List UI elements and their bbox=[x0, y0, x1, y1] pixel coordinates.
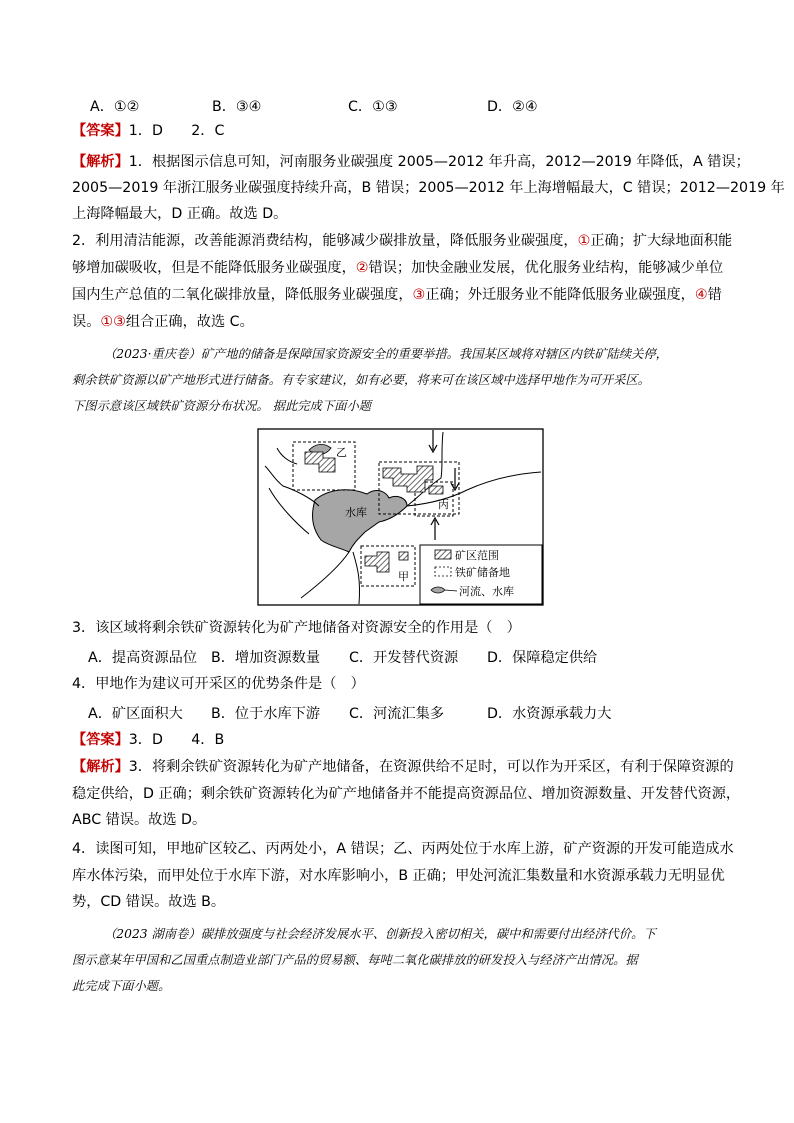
explanation-line bbox=[72, 285, 722, 305]
circle-3: ③ bbox=[412, 287, 426, 303]
q3-option-b: B．增加资源数量 bbox=[211, 650, 321, 666]
iron-ore-map bbox=[257, 428, 544, 606]
label-yi: 乙 bbox=[336, 446, 347, 459]
legend-mine-swatch bbox=[435, 550, 451, 559]
option-b: B．③④ bbox=[212, 99, 262, 115]
explanation-line bbox=[72, 258, 723, 278]
explanation-line: 上海降幅最大，D 正确。故选 D。 bbox=[72, 206, 288, 222]
text: 2．利用清洁能源，改善能源消费结构，能够减少碳排放量，降低服务业碳强度， bbox=[72, 233, 578, 249]
explanation-line bbox=[72, 757, 734, 777]
material-intro: 此完成下面小题。 bbox=[72, 979, 171, 993]
material-intro: （2023 湖南卷）碳排放强度与社会经济发展水平、创新投入密切相关，碳中和需要付出经济代价。下 bbox=[104, 927, 656, 941]
circle-2: ② bbox=[355, 260, 369, 276]
q4-option-a: A．矿区面积大 bbox=[88, 706, 183, 722]
q4-option-c: C．河流汇集多 bbox=[349, 706, 445, 722]
explanation-line: 4．读图可知，甲地矿区较乙、丙两处小，A 错误；乙、丙两处位于水库上游，矿产资源的开发可能造成水 bbox=[72, 841, 734, 857]
explanation-line bbox=[72, 231, 732, 251]
text: 组合正确，故选 C。 bbox=[125, 314, 254, 330]
text: 国内生产总值的二氧化碳排放量，降低服务业碳强度， bbox=[72, 287, 413, 303]
legend-mine: 矿区范围 bbox=[455, 549, 499, 562]
q3-option-a: A．提高资源品位 bbox=[88, 650, 198, 666]
explanation-line bbox=[72, 152, 750, 172]
text: 够增加碳吸收，但是不能降低服务业碳强度， bbox=[72, 260, 356, 276]
question-3-stem: 3．该区域将剩余铁矿资源转化为矿产地储备对资源安全的作用是（ ） bbox=[72, 620, 521, 636]
text: 正确；外迁服务业不能降低服务业碳强度， bbox=[425, 287, 695, 303]
explanation-tag: 【解析】 bbox=[72, 154, 129, 170]
mine-area bbox=[399, 552, 408, 560]
q3-option-c: C．开发替代资源 bbox=[349, 650, 459, 666]
explanation-line: 稳定供给，D 正确；剩余铁矿资源转化为矿产地储备并不能提高资源品位、增加资源数量、开发替代资源， bbox=[72, 786, 741, 802]
answer-line bbox=[72, 121, 224, 141]
label-jia: 甲 bbox=[398, 570, 409, 583]
material-intro: 下图示意该区域铁矿资源分布状况。 据此完成下面小题 bbox=[72, 399, 372, 413]
explanation-line bbox=[72, 312, 254, 332]
option-d: D．②④ bbox=[487, 99, 538, 115]
answer-text: 1．D 2．C bbox=[128, 123, 225, 139]
circle-13: ①③ bbox=[100, 314, 126, 330]
explanation-text: 1．根据图示信息可知，河南服务业碳强度 2005—2012 年升高，2012—2019 年降低，A 错误； bbox=[128, 154, 750, 170]
answer-tag: 【答案】 bbox=[72, 123, 129, 139]
mine-area bbox=[429, 486, 443, 494]
explanation-line: ABC 错误。故选 D。 bbox=[72, 812, 207, 828]
circle-4: ④ bbox=[694, 287, 708, 303]
q3-option-d: D．保障稳定供给 bbox=[487, 650, 598, 666]
legend-reserve: 铁矿储备地 bbox=[455, 566, 510, 579]
option-c: C．①③ bbox=[348, 99, 398, 115]
explanation-line: 势，CD 错误。故选 B。 bbox=[72, 894, 226, 910]
explanation-line: 2005—2019 年浙江服务业碳强度持续升高，B 错误；2005—2012 年上海增幅最大，C 错误；2012—2019 年 bbox=[72, 180, 785, 196]
explanation-tag: 【解析】 bbox=[72, 759, 129, 775]
explanation-line: 库水体污染，而甲处位于水库下游，对水库影响小，B 正确；甲处河流汇集数量和水资源承载力无明显优 bbox=[72, 868, 725, 884]
material-intro: 图示意某年甲国和乙国重点制造业部门产品的贸易额、每吨二氧化碳排放的研发投入与经济产出情况。据 bbox=[72, 953, 638, 967]
q4-option-b: B．位于水库下游 bbox=[211, 706, 321, 722]
text: 错误；加快金融业发展，优化服务业结构，能够减少单位 bbox=[368, 260, 724, 276]
answer-text: 3．D 4．B bbox=[128, 732, 225, 748]
explanation-text: 3．将剩余铁矿资源转化为矿产地储备，在资源供给不足时，可以作为开采区，有利于保障资源的 bbox=[128, 759, 734, 775]
answer-line bbox=[72, 730, 224, 750]
text: 误。 bbox=[72, 314, 101, 330]
option-a: A．①② bbox=[90, 99, 140, 115]
question-4-stem: 4．甲地作为建议可开采区的优势条件是（ ） bbox=[72, 676, 365, 692]
legend-river: 河流、水库 bbox=[459, 585, 514, 598]
material-intro: 剩余铁矿资源以矿产地形式进行储备。有专家建议，如有必要，将来可在该区域中选择甲地作为可开采区。 bbox=[72, 373, 650, 387]
label-reservoir: 水库 bbox=[345, 506, 367, 519]
material-intro: （2023·重庆卷）矿产地的储备是保障国家资源安全的重要举措。我国某区域将对辖区内铁矿陆续关停， bbox=[104, 347, 668, 361]
text: 正确；扩大绿地面积能 bbox=[590, 233, 733, 249]
label-bing: 丙 bbox=[438, 498, 449, 511]
q4-option-d: D．水资源承载力大 bbox=[487, 706, 612, 722]
text: 错 bbox=[707, 287, 722, 303]
circle-1: ① bbox=[577, 233, 591, 249]
answer-tag: 【答案】 bbox=[72, 732, 129, 748]
